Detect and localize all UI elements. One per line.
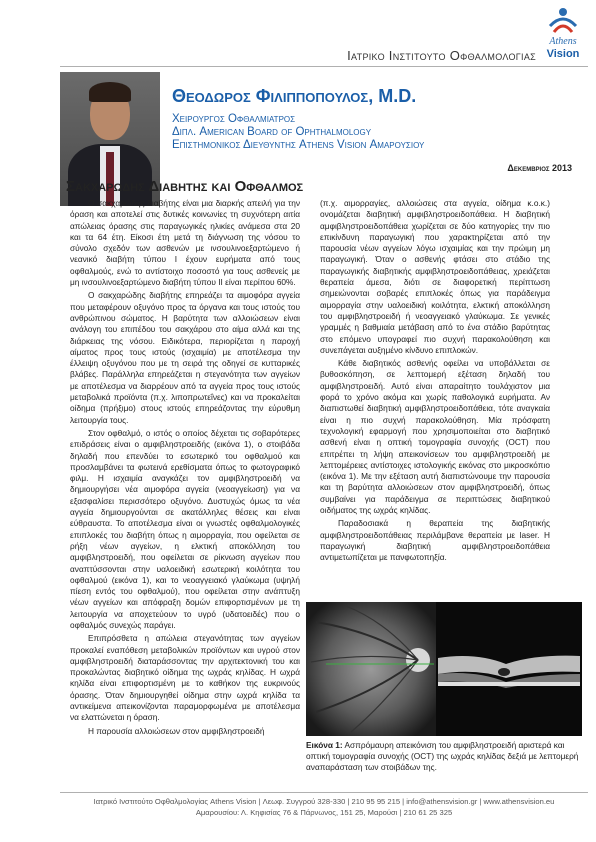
figure-caption-text: Ασπρόμαυρη απεικόνιση του αμφιβληστροειδή αριστερά και οπτική τομογραφία συνοχής (OCT) της ωχράς κηλίδας δεξιά με λεπτομερή αναπαράσταση των στοιβάδων της.	[306, 740, 579, 772]
retina-oct-figure	[306, 602, 582, 736]
paragraph: Η παρουσία αλλοιώσεων στον αμφιβληστροειδή	[88, 725, 265, 736]
logo-text-vision: Vision	[546, 48, 580, 60]
article-title: Σακχαρωδης Διαβητης και Οφθαλμος	[66, 178, 304, 195]
retina-image-icon	[306, 602, 582, 736]
footer-divider	[60, 792, 588, 793]
author-title-2: Διπλ. American Board of Ophthalmology	[172, 126, 372, 138]
author-name: Θεοδωρος Φιλιπποπουλος, M.D.	[172, 86, 417, 106]
paragraph: Ο σακχαρώδης διαβήτης είναι μια διαρκής απειλή για την όραση και αποτελεί στις δυτικές κοινωνίες τη συχνότερη αιτία απώλειας όρασης στις παραγωγικές ηλικίες ανάμεσα στα 20 και τα 64 έτη. Είκοσι έτη μετά τη διάγνωση της νόσου το σύνολο σχεδόν των ασθενών με ινσουλινοεξαρτώμενο ή νεανικό διαβήτη τύπου Ι έχουν ευρήματα από τους οφθαλμούς, ενώ το αντίστοιχο ποσοστό για τους ασθενείς με μη ινσουλινοεξαρτώμενο διαβήτη τύπου ΙΙ είναι περίπου 60%.	[70, 198, 300, 288]
figure-caption-label: Εικόνα 1:	[306, 740, 343, 750]
article-column-right	[320, 198, 550, 566]
paragraph: Επιπρόσθετα η απώλεια στεγανότητας των αγγείων προκαλεί εναπόθεση μεταβολικών προϊόντων και υγρού στον αμφιβληστροειδή διαταράσσοντας την αρχιτεκτονική του και προκαλώντας διαβητικό οίδημα της ωχράς κηλίδας. Η ωχρά κηλίδα είναι επιφορτισμένη με το καθήκον της ευκρινούς όρασης. Όταν δημιουργηθεί οίδημα στην ωχρά κηλίδα τα αντικείμενα απεικονίζονται παραμορφωμένα με αποτέλεσμα να ελαττώνεται η όραση.	[70, 633, 300, 723]
institute-name: Ιατρικο Ινστιτουτο Οφθαλμολογιας	[347, 48, 536, 63]
paragraph: Στον οφθαλμό, ο ιστός ο οποίος δέχεται τις σοβαρότερες επιδράσεις είναι ο αμφιβληστροειδής (εικόνα 1), ο στοιβάδα δηλαδή που επενδύει το εσωτερικό του οφθαλμού και προσλαμβάνει τα φωτεινά ερεθίσματα όπως το φωτογραφικό φιλμ. Η ισχαιμία αναγκάζει τον αμφιβληστροειδή να δημιουργήσει νέα αιμοφόρα αγγεία (νεοαγγείωση) για να εξασφαλίσει περισσότερο οξυγόνο. Δυστυχώς όμως τα νέα αγγεία δημιουργούνται σε ακατάλληλες θέσεις και είναι εύθραυστα. Το αποτέλεσμα είναι οι γνωστές οφθαλμολογικές επιπλοκές του διαβήτη όπως η αιμορραγία, που οφείλεται σε ρήξη νέων αγγείων, η ελκτική αποκόλληση του αμφιβληστροειδή, που οφείλεται σε ρίκνωση αγγείων που αναπτύσσονται στην υαλοειδική εσωτερική κοιλότητα του οφθαλμού (εικόνα 1), και το νεοαγγειακό γλαύκωμα (υψηλή πίεση εντός του οφθαλμού), που οφείλεται στην ανάπτυξη νέων αγγείων και απόφραξη δομών επιφορτισμένων με τη λειτουργία να αποχετεύουν το υγρό (υδατοειδές) που ο οφθαλμός συνεχώς παράγει.	[70, 427, 300, 630]
footer-address-line: Αμαρουσίου: Λ. Κηφισίας 76 & Πάρνωνος, 151 25, Μαρούσι | 210 61 25 325	[195, 808, 453, 817]
header-divider	[60, 66, 588, 67]
athens-vision-logo	[538, 6, 588, 66]
paragraph: Παραδοσιακά η θεραπεία της διαβητικής αμφιβληστροειδοπάθειας περιλάμβανε θεραπεία με laser. Η παραγωγική διαβητική αμφιβληστροειδοπάθεια αντιμετωπίζεται με πανφωτοπηξία.	[320, 518, 550, 563]
figure-caption	[306, 740, 582, 773]
footer-contact-line: Ιατρικό Ινστιτούτο Οφθαλμολογίας Athens Vision | Λεωφ. Συγγρού 328-330 | 210 95 95 215 | info@athensvision.gr | www.athensvision.eu	[93, 797, 555, 806]
logo-text-athens: Athens	[549, 36, 577, 47]
publication-date: Δεκεμβριος 2013	[507, 163, 572, 173]
paragraph: Κάθε διαβητικός ασθενής οφείλει να υποβάλλεται σε βυθοσκόπηση, σε λεπτομερή εξέταση δηλαδή του αμφιβληστροειδή. Αυτό είναι απαραίτητο τουλάχιστον μια φορά το χρόνο ακόμα και χωρίς παθολογικά ευρήματα. Αν διαπιστωθεί διαβητική αμφιβληστροειδοπάθεια, τότε αναγκαία είναι η πιο συχνή παρακολούθηση. Μία πρόσφατη τεχνολογική εφαρμογή που χρησιμοποιείται στο διαβητικό ασθενή είναι η οπτική τομογραφία συνοχής (OCT) που επιτρέπει τη λήψη απεικονίσεων του αμφιβληστροειδή με λεπτομέρειες αντίστοιχες ιστολογικής εικόνας στο μικροσκόπιο (εικόνα 1). Με την εξέταση αυτή διαπιστώνουμε την παρουσία και τη βαρύτητα αλλοιώσεων στον αμφιβληστροειδή, όπως συμβαίνει για παράδειγμα σε περιπτώσεις διαβητικού οιδήματος της ωχράς κηλίδας.	[320, 358, 550, 516]
logo-figure-icon	[548, 6, 578, 36]
author-title-3: Επιστημονικος Διευθυντης Athens Vision Αμαρουσιου	[172, 139, 425, 151]
paragraph: (π.χ. αιμορραγίες, αλλοιώσεις στα αγγεία, οίδημα κ.ο.κ.) ονομάζεται διαβητική αμφιβληστροειδοπάθεια. Η διαβητική αμφιβληστροειδοπάθεια χωρίζεται σε δύο κατηγορίες την πιο επικίνδυνη παραγωγική που χαρακτηρίζεται από την παρουσία νέων αγγείων λόγω ισχαιμίας και την πρώιμη μη παραγωγική. Όταν ο ασθενής φτάσει στο στάδιο της παραγωγικής διαβητικής αμφιβληστροειδοπάθειας, χρειάζεται θεραπεία άμεσα, διότι σε διαφορετική περίπτωση σημειώνονται σοβαρές επιπλοκές όπως για παράδειγμα αιμορραγία στην υαλοειδική κοιλότητα, ελκτική αποκόλληση του αμφιβληστροειδή ή νεοαγγειακό γλαύκωμα. Σε γενικές γραμμές η βαθμιαία μετάβαση από το ένα στάδιο βαρύτητας στο επόμενο υπογραφεί πιο συχνή παρακολούθηση και συνεπάγεται αυξημένο κίνδυνο επιπλοκών.	[320, 198, 550, 355]
article-column-left	[70, 198, 300, 739]
paragraph: Ο σακχαρώδης διαβήτης επηρεάζει τα αιμοφόρα αγγεία που μεταφέρουν οξυγόνο προς τα όργανα και τους ιστούς του ανθρώπινου σώματος. Η βαρύτητα των αλλοιώσεων είναι ανάλογη του επιπέδου του σακχάρου στο αίμα αλλά και της διάρκειας της νόσου. Ειδικότερα, περιορίζεται η παροχή αίματος προς τους ιστούς (ισχαιμία) με αποτέλεσμα την έλλειψη οξυγόνου που με τη σειρά της οδηγεί σε κυτταρικές βλάβες. Παράλληλα επηρεάζεται η στεγανότητα των αγγείων με αποτέλεσμα να διαρρέουν από τα αγγεία προς τους ιστούς μεταβολικά προϊόντα (π.χ. λιποπρωτεΐνες) και να προκαλείται οίδημα (πρήξιμο) στους ιστούς επηρεάζοντας την εύρυθμη λειτουργία τους.	[70, 290, 300, 425]
author-title-1: Χειρουργος Οφθαλμιατρος	[172, 113, 296, 125]
